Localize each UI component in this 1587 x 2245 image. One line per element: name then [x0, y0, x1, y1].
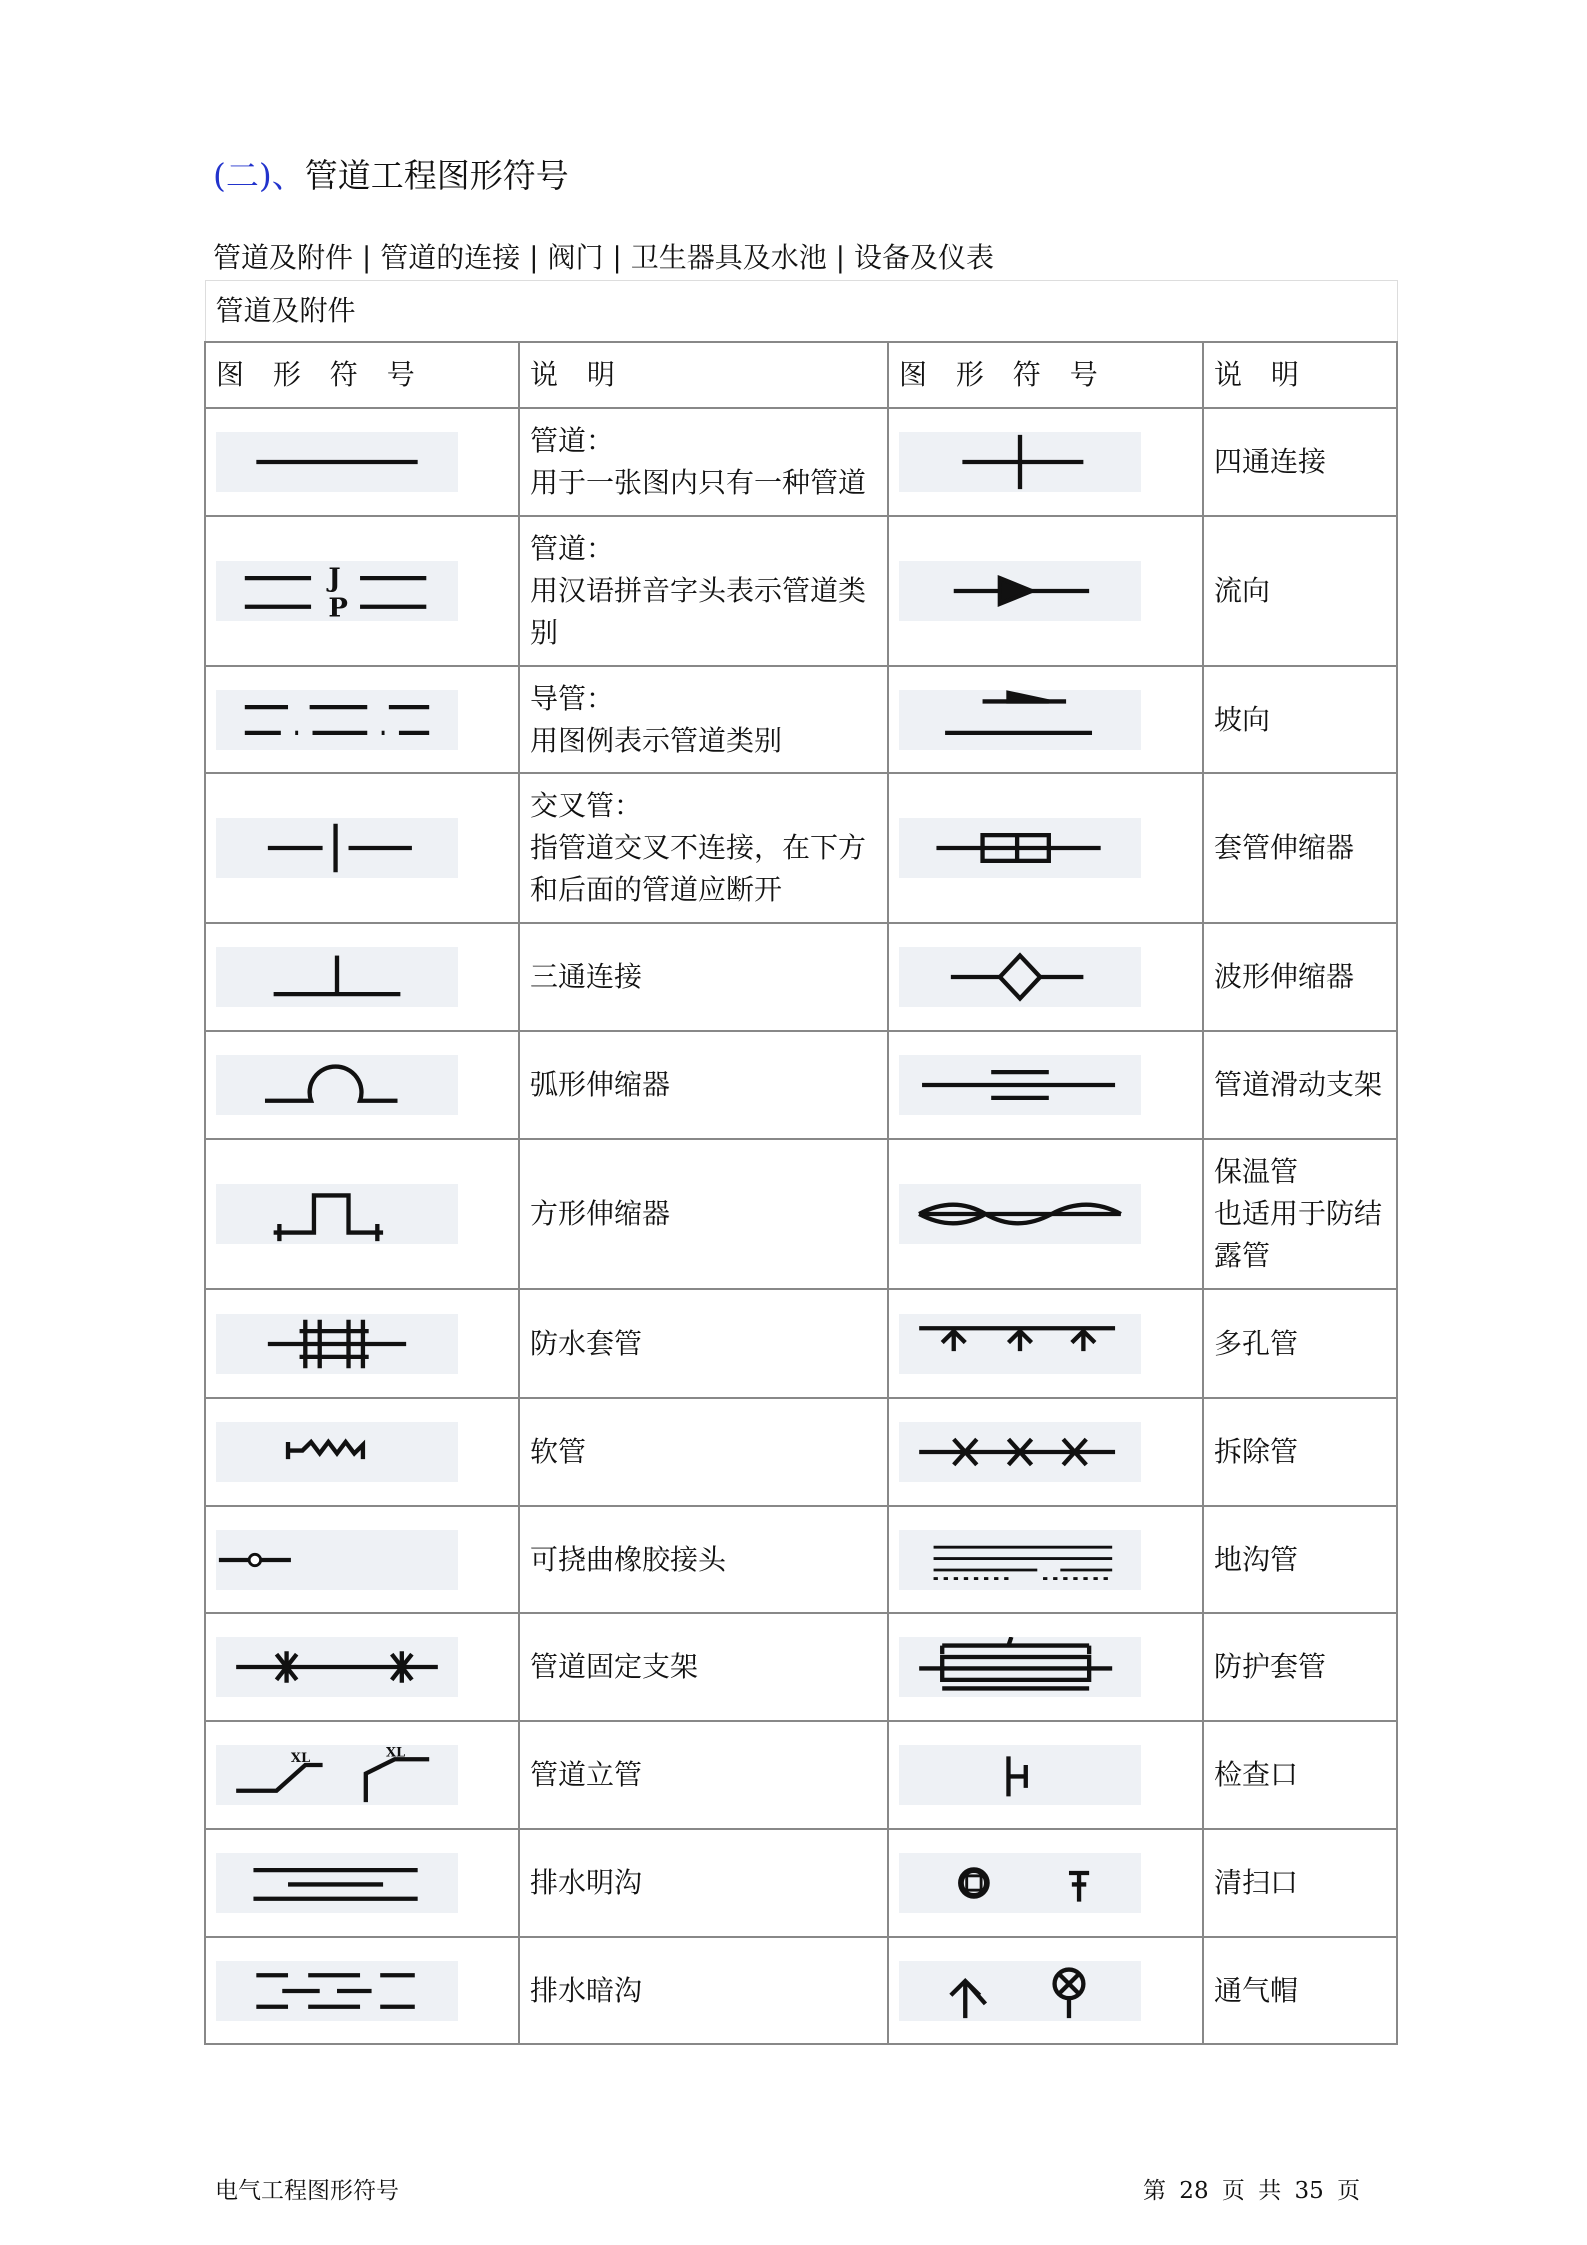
description-line: 防水套管 — [530, 1326, 643, 1360]
table-row — [205, 1031, 1397, 1139]
symbol-cell — [888, 923, 1203, 1031]
table-row — [205, 666, 1397, 773]
open-drain-icon — [216, 1853, 458, 1913]
slope-icon — [899, 690, 1141, 750]
symbol-cell — [888, 1398, 1203, 1506]
description-line: 交叉管： — [530, 789, 643, 822]
table-row — [205, 923, 1397, 1031]
pipe-letter-icon — [216, 561, 458, 621]
symbol-cell — [205, 773, 519, 923]
vent-cap-icon — [899, 1961, 1141, 2021]
crossing-pipe-icon — [216, 818, 458, 878]
symbol-cell — [888, 1829, 1203, 1937]
description-line: 也适用于防结 — [1214, 1197, 1383, 1230]
description-line: 波形伸缩器 — [1214, 960, 1355, 993]
description-line: 防护套管 — [1214, 1650, 1327, 1683]
symbol-cell — [888, 666, 1203, 773]
description-cell — [519, 1139, 888, 1289]
sleeve-expansion-icon — [899, 818, 1141, 878]
description-line: 可挠曲橡胶接头 — [530, 1542, 727, 1576]
category-nav: 管道及附件 | 管道的连接 | 阀门 | 卫生器具及水池 | 设备及仪表 — [213, 241, 995, 274]
table-row — [205, 516, 1397, 666]
symbol-cell — [205, 666, 519, 773]
description-cell — [1203, 1031, 1397, 1139]
description-line: 清扫口 — [1214, 1866, 1299, 1899]
symbol-cell — [888, 1613, 1203, 1721]
description-cell — [519, 1506, 888, 1613]
arc-expansion-icon — [216, 1055, 458, 1115]
header-desc: 说 明 — [1203, 342, 1397, 408]
description-cell — [1203, 1398, 1397, 1506]
description-line: 用于一张图内只有一种管道 — [530, 466, 867, 499]
page-number: 第 28 页 共 35 页 — [1143, 2178, 1361, 2204]
description-cell — [519, 1829, 888, 1937]
description-cell — [1203, 516, 1397, 666]
header-desc: 说 明 — [519, 342, 888, 408]
symbol-cell — [888, 408, 1203, 516]
tee-icon — [216, 947, 458, 1007]
removed-pipe-icon — [899, 1422, 1141, 1482]
description-line: 流向 — [1214, 574, 1271, 607]
symbol-cell — [205, 1139, 519, 1289]
description-line: 管道立管 — [530, 1758, 643, 1791]
symbol-cell — [205, 1289, 519, 1398]
description-cell — [1203, 923, 1397, 1031]
description-cell — [1203, 1139, 1397, 1289]
table-caption: 管道及附件 — [205, 281, 1397, 343]
waterproof-sleeve-icon — [216, 1314, 458, 1374]
description-cell — [1203, 666, 1397, 773]
nav-link-sanitary[interactable]: 卫生器具及水池 — [630, 241, 827, 274]
square-expansion-icon — [216, 1184, 458, 1244]
table-row — [205, 1937, 1397, 2044]
table-row — [205, 1398, 1397, 1506]
symbol-cell — [888, 1937, 1203, 2044]
description-cell — [519, 1721, 888, 1829]
description-line: 四通连接 — [1214, 445, 1327, 478]
symbol-cell — [205, 923, 519, 1031]
symbol-table — [204, 280, 1398, 2045]
symbol-cell — [888, 1506, 1203, 1613]
riser-icon — [216, 1745, 458, 1805]
hose-icon — [216, 1422, 458, 1482]
perforated-pipe-icon — [899, 1314, 1141, 1374]
covered-drain-icon — [216, 1961, 458, 2021]
description-line: 坡向 — [1214, 702, 1271, 736]
nav-link-valves[interactable]: 阀门 — [547, 241, 604, 274]
description-line: 指管道交叉不连接，在下方 — [530, 831, 867, 864]
inspection-port-icon — [899, 1745, 1141, 1805]
footer-title: 电气工程图形符号 — [215, 2178, 399, 2204]
table-row — [205, 1613, 1397, 1721]
section-heading: (二)、管道工程图形符号 — [213, 156, 569, 195]
table-row — [205, 1506, 1397, 1613]
symbol-cell — [205, 408, 519, 516]
description-cell — [1203, 1506, 1397, 1613]
description-line: 通气帽 — [1214, 1973, 1299, 2007]
description-cell — [519, 773, 888, 923]
rubber-joint-icon — [216, 1530, 458, 1590]
fixed-support-icon — [216, 1637, 458, 1697]
description-line: 检查口 — [1214, 1758, 1299, 1791]
symbol-cell — [205, 1031, 519, 1139]
description-line: 方形伸缩器 — [530, 1197, 671, 1230]
symbol-cell — [205, 1506, 519, 1613]
label-xl: XL — [385, 1745, 406, 1761]
description-cell — [519, 1937, 888, 2044]
description-line: 管道固定支架 — [530, 1650, 699, 1683]
description-line: 管道滑动支架 — [1214, 1068, 1383, 1101]
description-line: 保温管 — [1214, 1155, 1299, 1188]
description-cell — [519, 1613, 888, 1721]
table-row — [205, 773, 1397, 923]
trench-pipe-icon — [899, 1530, 1141, 1590]
symbol-cell — [205, 516, 519, 666]
description-line: 多孔管 — [1214, 1326, 1299, 1360]
header-symbol: 图 形 符 号 — [888, 342, 1203, 408]
symbol-cell — [205, 1613, 519, 1721]
nav-link-equipment[interactable]: 设备及仪表 — [854, 241, 995, 274]
description-cell — [1203, 773, 1397, 923]
symbol-cell — [205, 1398, 519, 1506]
table-row — [205, 408, 1397, 516]
letter-p: P — [328, 593, 348, 621]
description-line: 排水明沟 — [530, 1866, 643, 1899]
symbol-cell — [888, 773, 1203, 923]
description-line: 弧形伸缩器 — [530, 1068, 671, 1101]
symbol-cell — [888, 1139, 1203, 1289]
symbol-cell — [205, 1721, 519, 1829]
table-row — [205, 1289, 1397, 1398]
description-line: 三通连接 — [530, 960, 643, 993]
description-line: 软管 — [530, 1435, 587, 1468]
description-cell — [519, 1398, 888, 1506]
description-line: 别 — [530, 616, 559, 649]
symbol-cell — [888, 1721, 1203, 1829]
description-line: 管道： — [530, 532, 615, 565]
description-line: 露管 — [1214, 1239, 1271, 1272]
table-row — [205, 1829, 1397, 1937]
insulated-pipe-icon — [899, 1184, 1141, 1244]
description-line: 用汉语拼音字头表示管道类 — [530, 574, 867, 607]
description-cell — [1203, 1829, 1397, 1937]
description-cell — [519, 923, 888, 1031]
symbol-cell — [888, 1289, 1203, 1398]
label-xl: XL — [290, 1751, 311, 1767]
description-line: 套管伸缩器 — [1214, 831, 1355, 864]
sliding-support-icon — [899, 1055, 1141, 1115]
description-line: 拆除管 — [1214, 1435, 1299, 1468]
nav-link-connections[interactable]: 管道的连接 — [380, 241, 521, 274]
letter-j: J — [328, 563, 341, 594]
description-cell — [519, 1031, 888, 1139]
symbol-cell — [205, 1829, 519, 1937]
description-cell — [1203, 1289, 1397, 1398]
description-line: 和后面的管道应断开 — [530, 873, 783, 906]
table-row — [205, 1139, 1397, 1289]
symbol-cell — [888, 516, 1203, 666]
description-cell — [1203, 1937, 1397, 2044]
description-cell — [519, 516, 888, 666]
description-line: 地沟管 — [1214, 1542, 1299, 1576]
four-way-icon — [899, 432, 1141, 492]
bellows-expansion-icon — [899, 947, 1141, 1007]
description-cell — [519, 408, 888, 516]
description-cell — [1203, 1721, 1397, 1829]
description-line: 用图例表示管道类别 — [530, 723, 783, 757]
symbol-cell — [205, 1937, 519, 2044]
protective-sleeve-icon — [899, 1637, 1141, 1697]
conduit-icon — [216, 690, 458, 750]
table-row — [205, 1721, 1397, 1829]
description-line: 排水暗沟 — [530, 1973, 643, 2007]
description-cell — [519, 666, 888, 773]
description-line: 导管： — [530, 681, 615, 715]
description-line: 管道： — [530, 424, 615, 457]
flow-direction-icon — [899, 561, 1141, 621]
description-cell — [1203, 408, 1397, 516]
description-cell — [519, 1289, 888, 1398]
nav-link-pipes[interactable]: 管道及附件 — [213, 241, 354, 274]
cleanout-icon — [899, 1853, 1141, 1913]
description-cell — [1203, 1613, 1397, 1721]
header-symbol: 图 形 符 号 — [205, 342, 519, 408]
pipe-line-icon — [216, 432, 458, 492]
symbol-cell — [888, 1031, 1203, 1139]
